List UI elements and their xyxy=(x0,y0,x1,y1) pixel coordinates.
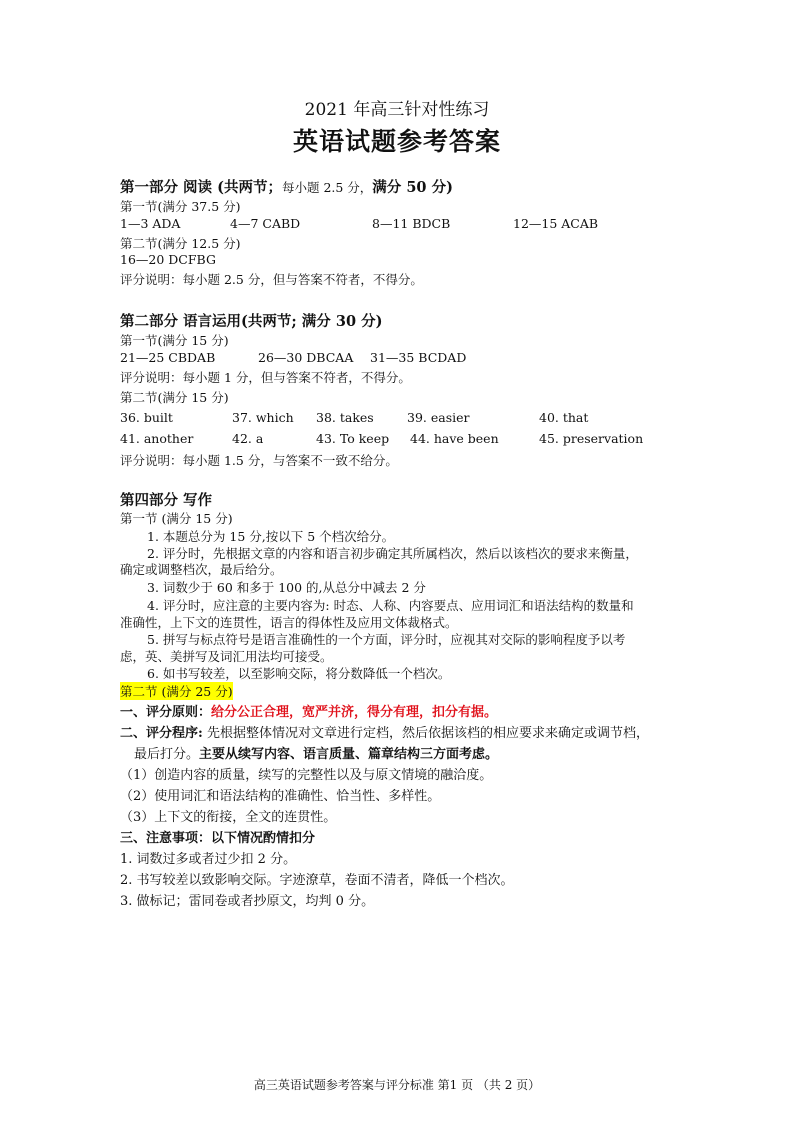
answer-12-15: 12—15 ACAB xyxy=(513,216,599,231)
notice-3: 3. 做标记；雷同卷或者抄原文，均判 0 分。 xyxy=(120,894,375,909)
answer-1-3: 1—3 ADA xyxy=(120,216,181,231)
procedure-label: 二、评分程序: xyxy=(120,726,203,741)
answer-36: 36. built xyxy=(120,410,173,425)
answer-16-20: 16—20 DCFBG xyxy=(120,252,216,267)
answer-39: 39. easier xyxy=(407,410,470,425)
answer-40: 40. that xyxy=(539,410,589,425)
writing-rule-6: 6. 如书写较差，以至影响交际，将分数降低一个档次。 xyxy=(147,666,451,681)
principle-label: 一、评分原则： xyxy=(120,705,212,720)
criterion-1: （1）创造内容的质量，续写的完整性以及与原文情境的融洽度。 xyxy=(120,768,493,783)
answer-43: 43. To keep xyxy=(316,431,390,446)
scoring-procedure xyxy=(120,722,649,741)
part2-sec2: 第二节(满分 15 分) xyxy=(120,390,229,405)
notice-2: 2. 书写较差以致影响交际。字迹潦草，卷面不清者，降低一个档次。 xyxy=(120,873,514,888)
writing-rule-2-cont: 确定或调整档次，最后给分。 xyxy=(120,562,283,577)
writing-rule-4: 4. 评分时，应注意的主要内容为: 时态、人称、内容要点、应用词汇和语法结构的数量和 xyxy=(147,598,634,613)
answer-4-7: 4—7 CABD xyxy=(230,216,301,231)
answer-31-35: 31—35 BCDAD xyxy=(370,350,467,365)
writing-rule-2: 2. 评分时，先根据文章的内容和语言初步确定其所属档次，然后以该档次的要求来衡量， xyxy=(147,546,638,561)
principle-text: 给分公正合理，宽严并济，得分有理，扣分有据。 xyxy=(211,705,498,720)
criterion-2: （2）使用词汇和语法结构的准确性、恰当性、多样性。 xyxy=(120,789,441,804)
writing-rule-1: 1. 本题总分为 15 分,按以下 5 个档次给分。 xyxy=(147,529,395,544)
part4-sec2: 第二节 (满分 25 分) xyxy=(120,684,233,699)
notice-heading: 三、注意事项：以下情况酌情扣分 xyxy=(120,831,316,846)
part1-sec2: 第二节(满分 12.5 分) xyxy=(120,236,241,251)
part1-heading xyxy=(120,176,453,197)
answer-42: 42. a xyxy=(232,431,264,446)
part1-sec1: 第一节(满分 37.5 分) xyxy=(120,199,241,214)
writing-rule-4-cont: 准确性，上下文的连贯性，语言的得体性及应用文体裁格式。 xyxy=(120,615,458,630)
part2-heading: 第二部分 语言运用(共两节; 满分 30 分) xyxy=(120,313,383,330)
procedure-bold: 主要从续写内容、语言质量、篇章结构三方面考虑。 xyxy=(199,747,499,762)
part1-note: 评分说明：每小题 2.5 分，但与答案不符者，不得分。 xyxy=(120,272,423,287)
part2-note2: 评分说明：每小题 1.5 分，与答案不一致不给分。 xyxy=(120,453,398,468)
part1-heading-end: 满分 50 分) xyxy=(372,179,453,196)
answer-45: 45. preservation xyxy=(539,431,644,446)
answer-21-25: 21—25 CBDAB xyxy=(120,350,216,365)
answer-44: 44. have been xyxy=(410,431,499,446)
writing-rule-5-cont: 虑，英、美拼写及词汇用法均可接受。 xyxy=(120,649,333,664)
writing-rule-3: 3. 词数少于 60 和多于 100 的,从总分中减去 2 分 xyxy=(147,580,426,595)
answer-41: 41. another xyxy=(120,431,194,446)
title-line1: 2021 年高三针对性练习 xyxy=(304,100,490,120)
criterion-3: （3）上下文的衔接，全文的连贯性。 xyxy=(120,810,337,825)
answer-8-11: 8—11 BDCB xyxy=(372,216,451,231)
part2-sec1: 第一节(满分 15 分) xyxy=(120,333,229,348)
answer-38: 38. takes xyxy=(316,410,374,425)
procedure-text2: 最后打分。 xyxy=(134,747,200,762)
part4-sec1: 第一节 (满分 15 分) xyxy=(120,511,233,526)
answer-26-30: 26—30 DBCAA xyxy=(258,350,354,365)
part2-note1: 评分说明：每小题 1 分，但与答案不符者，不得分。 xyxy=(120,370,411,385)
answer-37: 37. which xyxy=(232,410,294,425)
scoring-procedure-cont xyxy=(134,743,498,762)
notice-1: 1. 词数过多或者过少扣 2 分。 xyxy=(120,852,297,867)
scoring-principle xyxy=(120,701,497,720)
part1-heading-small: 每小题 2.5 分， xyxy=(281,180,373,195)
writing-rule-5: 5. 拼写与标点符号是语言准确性的一个方面，评分时，应视其对交际的影响程度予以考 xyxy=(147,632,626,647)
part1-heading-main: 第一部分 阅读 (共两节； xyxy=(120,179,282,196)
page-title: 英语试题参考答案 xyxy=(292,127,501,156)
page-footer: 高三英语试题参考答案与评分标准 第1 页 （共 2 页） xyxy=(253,1078,541,1092)
procedure-text: 先根据整体情况对文章进行定档，然后依据该档的相应要求来确定或调节档， xyxy=(202,726,649,741)
part4-heading: 第四部分 写作 xyxy=(120,492,213,509)
